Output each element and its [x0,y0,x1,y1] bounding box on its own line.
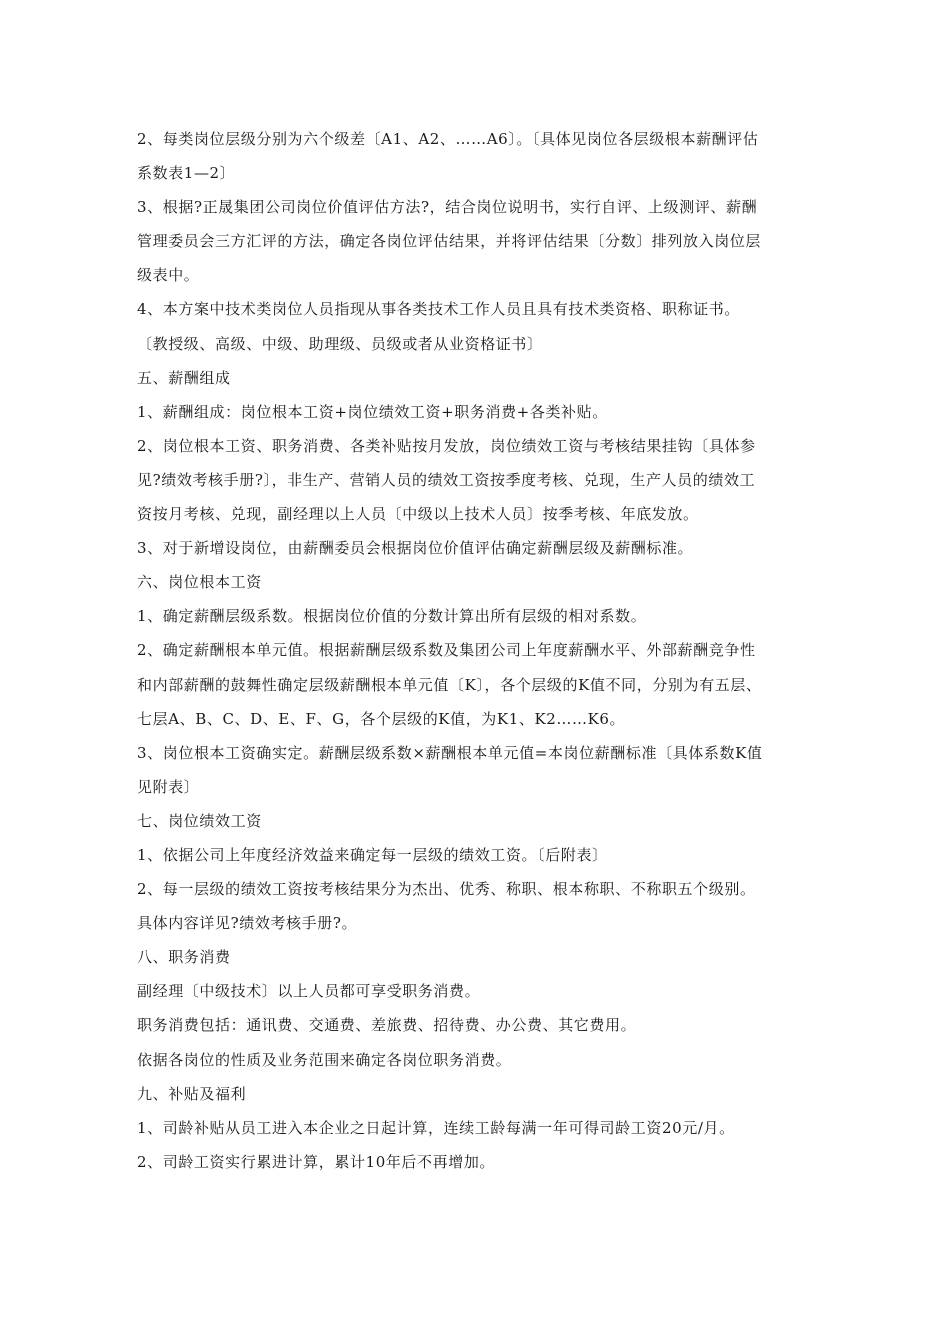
text-line-19: 3、岗位根本工资确实定。薪酬层级系数×薪酬根本单元值=本岗位薪酬标准〔具体系数K值 [137,743,763,762]
text-line-22: 1、依据公司上年度经济效益来确定每一层级的绩效工资。〔后附表〕 [137,845,608,864]
section-heading-6: 六、岗位根本工资 [137,573,262,592]
text-line-11: 见?绩效考核手册?〕，非生产、营销人员的绩效工资按季度考核、兑现，生产人员的绩效工 [137,470,756,489]
text-line-24: 具体内容详见?绩效考核手册?。 [137,914,358,933]
text-line-9: 1、薪酬组成：岗位根本工资+岗位绩效工资+职务消费+各类补贴。 [137,402,608,421]
text-line-27: 职务消费包括：通讯费、交通费、差旅费、招待费、办公费、其它费用。 [137,1016,637,1035]
text-line-10: 2、岗位根本工资、职务消费、各类补贴按月发放，岗位绩效工资与考核结果挂钩〔具体参 [137,436,756,455]
text-line-2: 系数表1—2〕 [137,164,236,183]
text-line-13: 3、对于新增设岗位，由薪酬委员会根据岗位价值评估确定薪酬层级及薪酬标准。 [137,539,694,558]
text-line-12: 资按月考核、兑现，副经理以上人员〔中级以上技术人员〕按季考核、年底发放。 [137,505,699,524]
section-heading-8: 八、职务消费 [137,948,231,967]
text-line-7: 〔教授级、高级、中级、助理级、员级或者从业资格证书〕 [137,334,543,353]
text-line-31: 2、司龄工资实行累进计算，累计10年后不再增加。 [137,1152,496,1171]
text-line-18: 七层A、B、C、D、E、F、G，各个层级的K值，为K1、K2……K6。 [137,709,626,728]
text-line-26: 副经理〔中级技术〕以上人员都可享受职务消费。 [137,982,481,1001]
text-line-6: 4、本方案中技术类岗位人员指现从事各类技术工作人员且具有技术类资格、职称证书。 [137,300,740,319]
text-line-1: 2、每类岗位层级分别为六个级差〔A1、A2、……A6〕。〔具体见岗位各层级根本薪酬评估 [137,130,759,148]
text-line-20: 见附表〕 [137,777,200,796]
text-line-16: 2、确定薪酬根本单元值。根据薪酬层级系数及集团公司上年度薪酬水平、外部薪酬竞争性 [137,641,756,660]
text-line-5: 级表中。 [137,266,200,285]
section-heading-7: 七、岗位绩效工资 [137,811,262,830]
document-body [137,122,817,1179]
text-line-23: 2、每一层级的绩效工资按考核结果分为杰出、优秀、称职、根本称职、不称职五个级别。 [137,880,756,899]
text-line-30: 1、司龄补贴从员工进入本企业之日起计算，连续工龄每满一年可得司龄工资20元/月。 [137,1118,735,1137]
section-heading-5: 五、薪酬组成 [137,368,231,387]
text-line-15: 1、确定薪酬层级系数。根据岗位价值的分数计算出所有层级的相对系数。 [137,607,647,626]
text-line-17: 和内部薪酬的鼓舞性确定层级薪酬根本单元值〔K〕，各个层级的K值不同，分别为有五层、 [137,675,762,694]
text-line-28: 依据各岗位的性质及业务范围来确定各岗位职务消费。 [137,1050,512,1069]
text-line-4: 管理委员会三方汇评的方法，确定各岗位评估结果，并将评估结果〔分数〕排列放入岗位层 [137,232,762,251]
section-heading-9: 九、补贴及福利 [137,1084,247,1103]
text-line-3: 3、根据?正晟集团公司岗位价值评估方法?，结合岗位说明书，实行自评、上级测评、薪酬 [137,198,758,217]
